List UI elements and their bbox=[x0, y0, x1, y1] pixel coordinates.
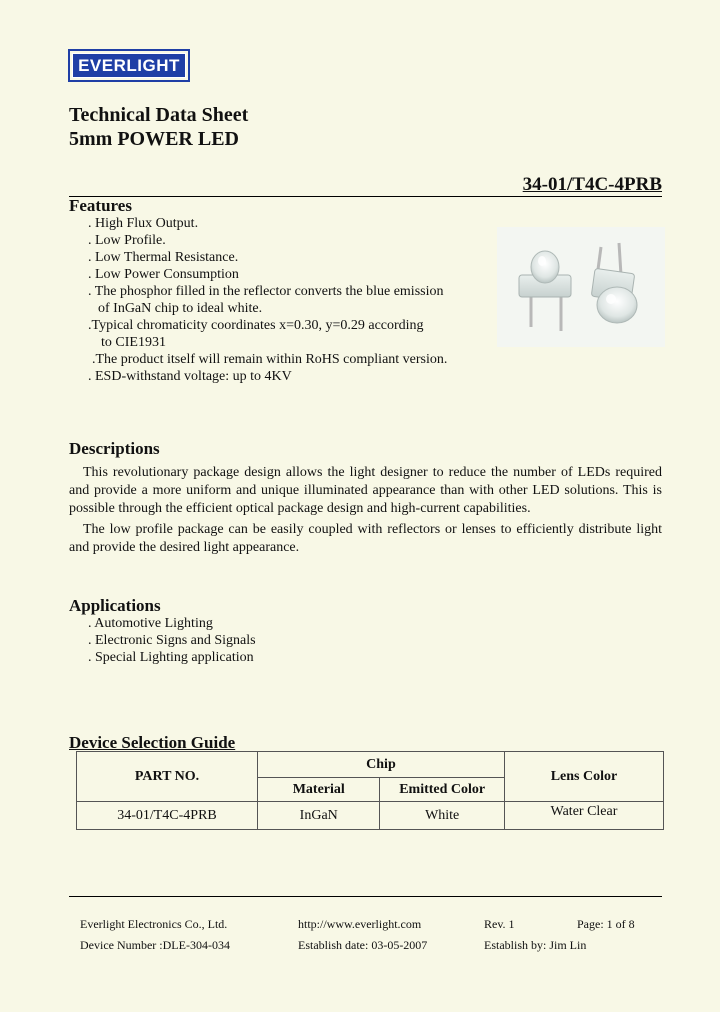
applications-heading: Applications bbox=[69, 596, 161, 615]
list-item: . Low Profile. bbox=[88, 233, 166, 248]
footer-establish-by: Establish by: Jim Lin bbox=[484, 938, 587, 952]
list-item: .The product itself will remain within RoHS compliant version. bbox=[92, 352, 448, 367]
table-row bbox=[77, 802, 664, 830]
col-chip: Chip bbox=[258, 752, 505, 778]
doc-title: Technical Data Sheet bbox=[69, 104, 249, 126]
description-paragraph: This revolutionary package design allows the light designer to reduce the number of LEDs required and provide a more uniform and unique illuminated appearance than with other LED solutions. This is possible through the efficient optical package design and high-current capabilities. bbox=[69, 465, 662, 516]
cell-emitted-color: White bbox=[380, 802, 504, 830]
col-part-no: PART NO. bbox=[77, 752, 258, 802]
cell-material: InGaN bbox=[258, 802, 380, 830]
list-item: . The phosphor filled in the reflector converts the blue emission bbox=[88, 284, 444, 299]
list-item: of InGaN chip to ideal white. bbox=[98, 301, 263, 316]
list-item: to CIE1931 bbox=[101, 335, 166, 350]
list-item: . Low Power Consumption bbox=[88, 267, 239, 282]
col-emitted-color: Emitted Color bbox=[380, 778, 504, 802]
list-item: . ESD-withstand voltage: up to 4KV bbox=[88, 369, 292, 384]
footer-company: Everlight Electronics Co., Ltd. bbox=[80, 917, 228, 931]
descriptions-body bbox=[69, 464, 662, 557]
footer-device-number: Device Number :DLE-304-034 bbox=[80, 938, 230, 952]
footer-establish-date: Establish date: 03-05-2007 bbox=[298, 938, 428, 952]
col-lens-color: Lens Color bbox=[504, 752, 663, 802]
doc-subtitle: 5mm POWER LED bbox=[69, 128, 239, 150]
footer-url[interactable]: http://www.everlight.com bbox=[298, 917, 422, 931]
cell-part-no: 34-01/T4C-4PRB bbox=[77, 802, 258, 830]
everlight-logo bbox=[68, 49, 190, 82]
footer-divider bbox=[69, 896, 662, 897]
device-selection-table bbox=[76, 751, 664, 830]
features-list bbox=[88, 215, 447, 385]
description-paragraph: The low profile package can be easily coupled with reflectors or lenses to efficiently distribute light and provide the desired light appearance. bbox=[69, 522, 662, 555]
selection-guide-heading: Device Selection Guide bbox=[69, 733, 236, 752]
logo-text: EVERLIGHT bbox=[72, 53, 186, 78]
applications-list bbox=[88, 615, 256, 666]
col-material: Material bbox=[258, 778, 380, 802]
list-item: .Typical chromaticity coordinates x=0.30, y=0.29 according bbox=[88, 318, 424, 333]
features-heading: Features bbox=[69, 196, 132, 215]
list-item: . Automotive Lighting bbox=[88, 616, 213, 631]
list-item: . Electronic Signs and Signals bbox=[88, 633, 256, 648]
footer-page: Page: 1 of 8 bbox=[577, 917, 635, 931]
led-product-photo bbox=[497, 227, 665, 347]
header-divider bbox=[69, 196, 662, 197]
descriptions-heading: Descriptions bbox=[69, 439, 160, 458]
list-item: . High Flux Output. bbox=[88, 216, 199, 231]
cell-lens-color: Water Clear bbox=[504, 802, 663, 830]
part-number-heading: 34-01/T4C-4PRB bbox=[522, 174, 662, 195]
list-item: . Low Thermal Resistance. bbox=[88, 250, 239, 265]
footer-rev: Rev. 1 bbox=[484, 917, 515, 931]
list-item: . Special Lighting application bbox=[88, 650, 254, 665]
